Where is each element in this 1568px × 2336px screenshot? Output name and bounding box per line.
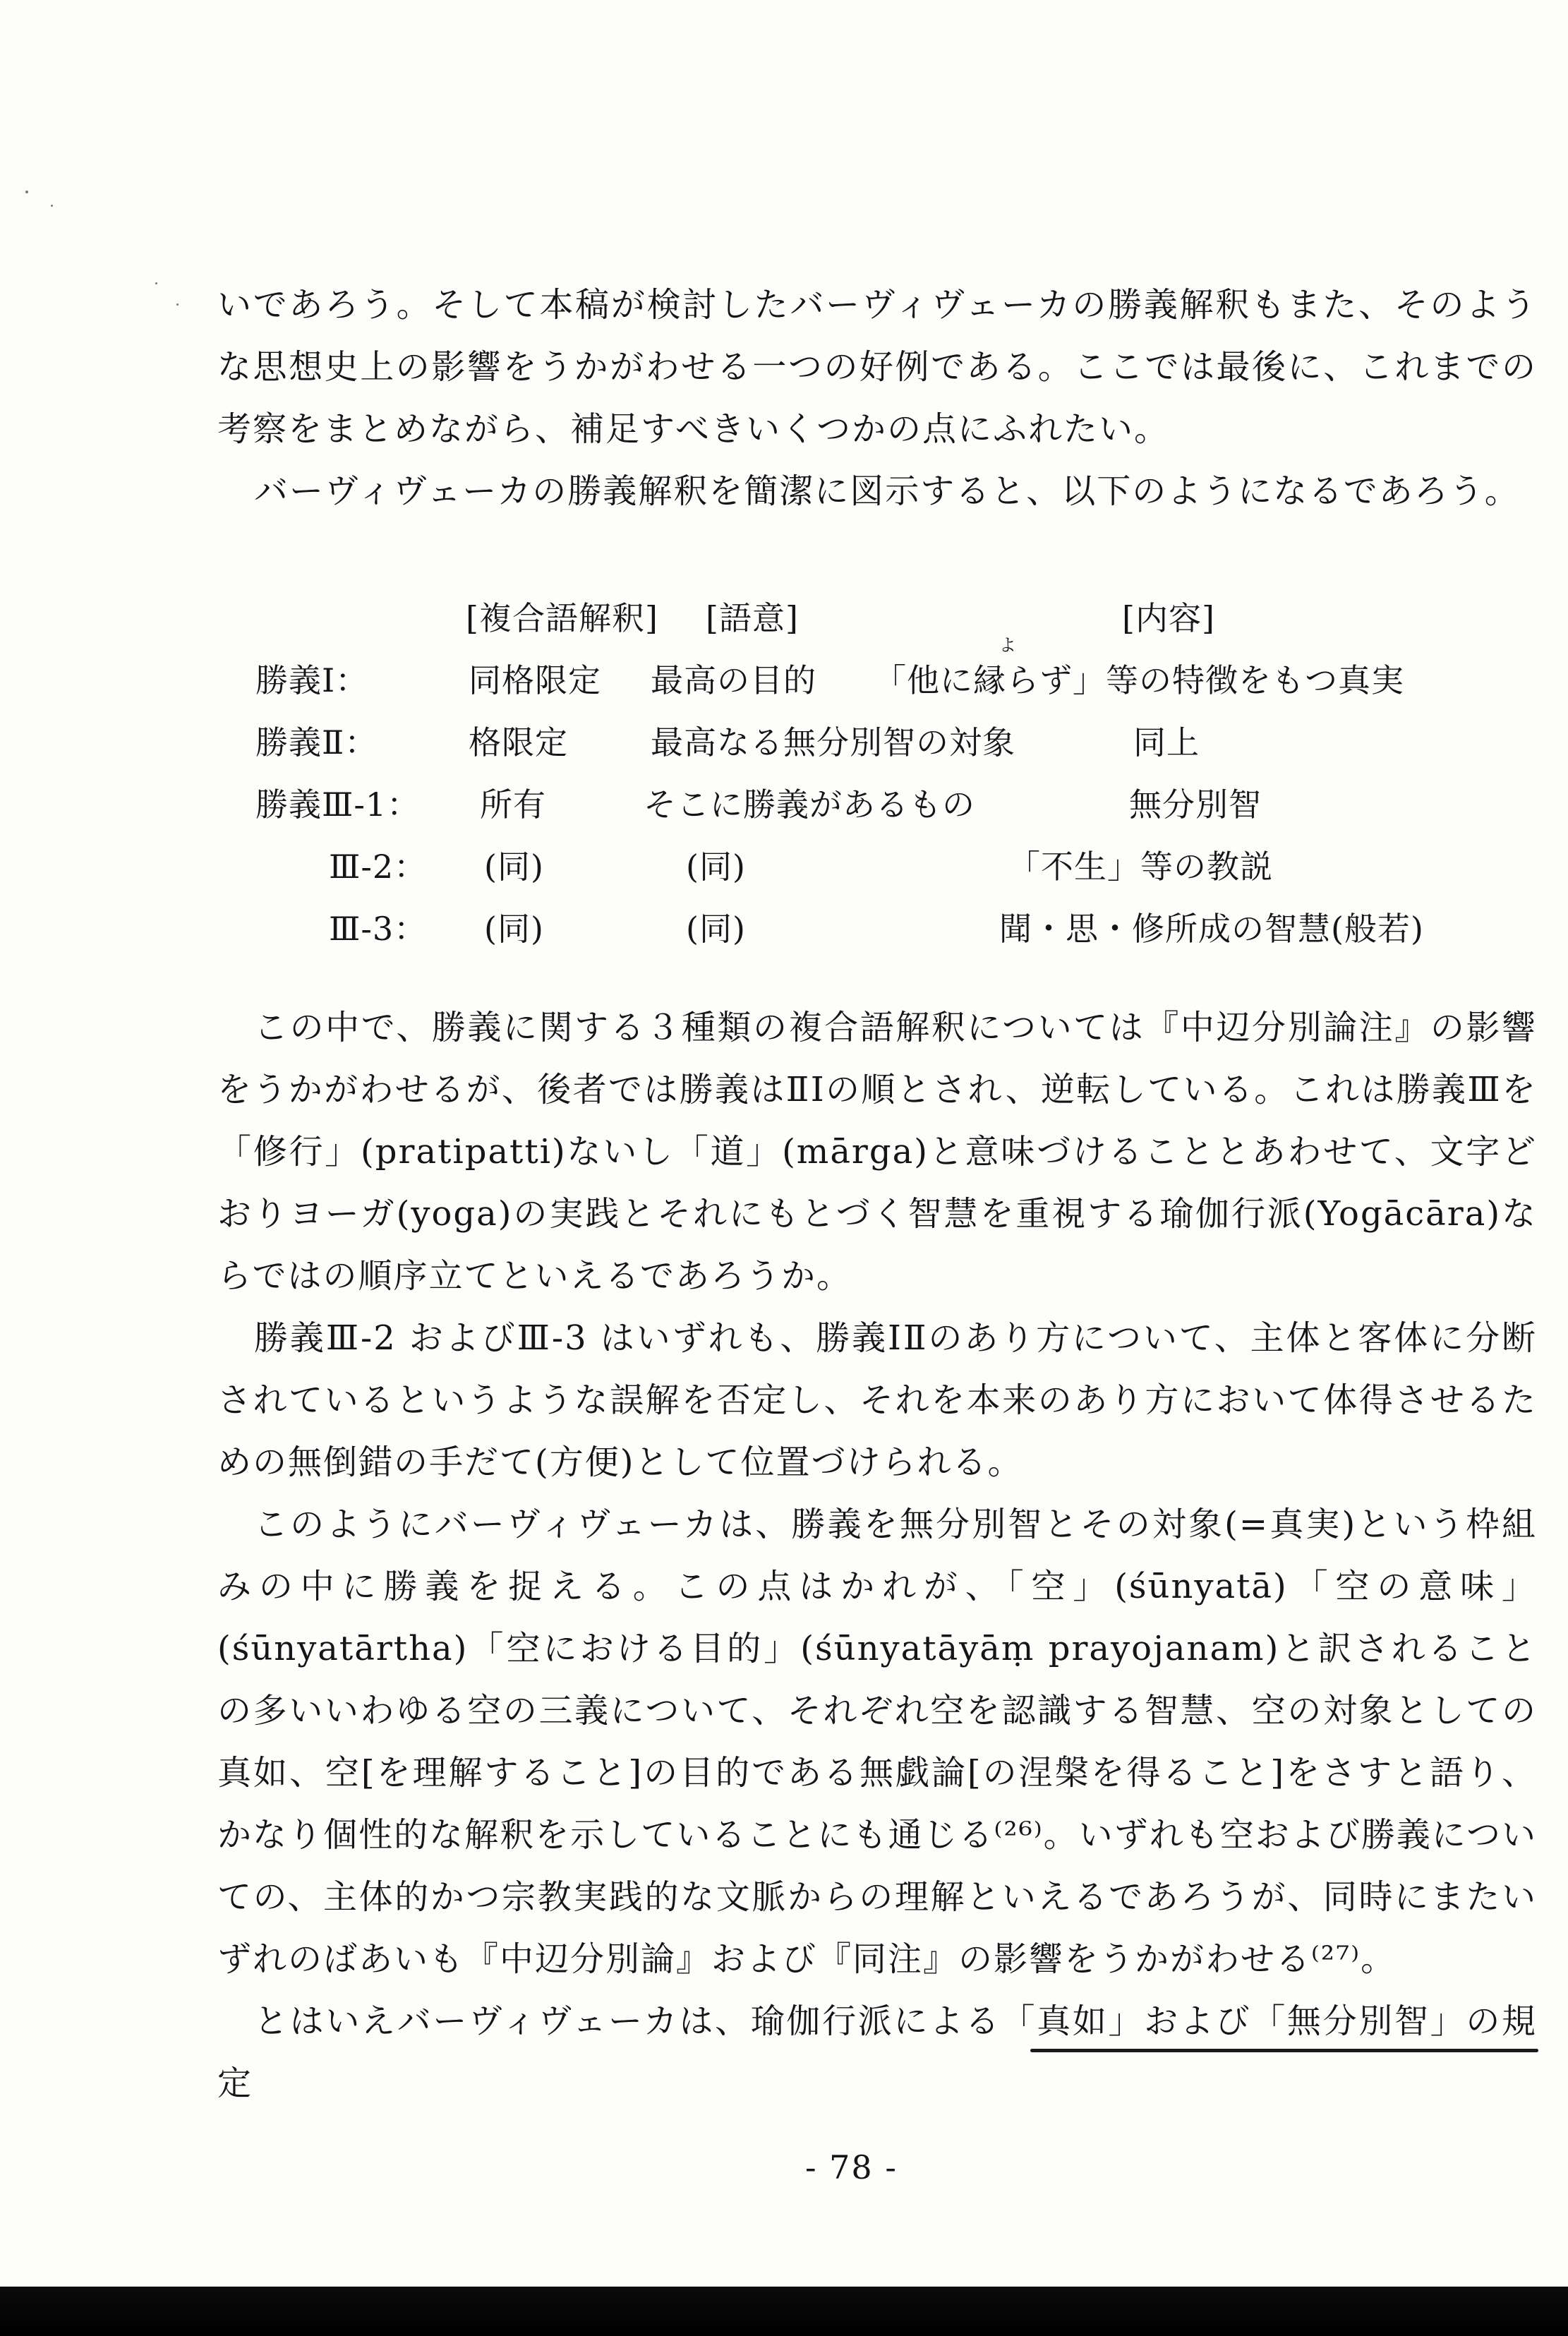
row-label: Ⅲ-2： (329, 848, 428, 886)
row-label: 勝義Ⅱ： (255, 723, 378, 761)
row-meaning: (同) (686, 910, 746, 948)
paragraph-final: とはいえバーヴィヴェーカは、瑜伽行派による「真如」および「無分別智」の規定 (217, 2001, 1537, 2103)
paragraph-upaya: 勝義Ⅲ-2 およびⅢ-3 はいずれも、勝義ⅠⅡのあり方について、主体と客体に分断されているというような誤解を否定し、それを本来のあり方において体得させるための無倒錯の手だて(方便)として位置づけられる。 (217, 1318, 1537, 1482)
row-label: Ⅲ-3： (329, 910, 428, 948)
paragraph-diagram-intro: バーヴィヴェーカの勝義解釈を簡潔に図示すると、以下のようになるであろう。 (254, 471, 1520, 511)
paragraph-compound-order: この中で、勝義に関する３種類の複合語解釈については『中辺分別論注』の影響をうかがわせるが、後者では勝義はⅡⅠの順とされ、逆転している。これは勝義Ⅲを「修行」(pratipatti)ないし「道」(mārga)と意味づけることとあわせて、文字どおりヨーガ(yoga)の実践とそれにもとづく智慧を重視する瑜伽行派(Yogācāra)ならではの順序立てといえるであろうか。 (217, 1008, 1537, 1296)
row-compound: 所有 (480, 785, 546, 824)
header-meaning: [語意] (706, 599, 799, 637)
ruby-annotation: よ (999, 635, 1017, 655)
header-content: [内容] (1122, 599, 1215, 637)
row-compound: 同格限定 (469, 661, 601, 699)
handwritten-underline (1030, 2049, 1538, 2052)
row-content: 無分別智 (1129, 785, 1262, 824)
scan-speck (155, 282, 157, 284)
scan-speck (176, 303, 179, 306)
page-number: - 78 - (805, 2148, 898, 2186)
header-compound: [複合語解釈] (466, 599, 658, 637)
row-label: 勝義Ⅲ-1： (255, 785, 421, 824)
row-meaning: 最高なる無分別智の対象 (651, 723, 1015, 761)
paragraph-continued: いであろう。そして本稿が検討したバーヴィヴェーカの勝義解釈もまた、そのような思想史上の影響をうかがわせる一つの好例である。ここでは最後に、これまでの考察をまとめながら、補足すべきいくつかの点にふれたい。 (217, 285, 1537, 449)
row-compound: (同) (484, 910, 544, 948)
scan-speck (25, 191, 28, 193)
scan-speck (51, 205, 53, 207)
row-compound: 格限定 (469, 723, 568, 761)
intro-text-block (217, 274, 1537, 522)
row-content: 聞・思・修所成の智慧(般若) (999, 910, 1424, 948)
row-content: 「不生」等の教説 (1008, 848, 1273, 886)
discussion-text-block (217, 997, 1537, 2114)
paragraph-emptiness: このようにバーヴィヴェーカは、勝義を無分別智とその対象(=真実)という枠組みの中に勝義を捉える。この点はかれが、「空」(śūnyatā)「空の意味」(śūnyatārtha)「空における目的」(śūnyatāyāṃ prayojanam)と訳されることの多いいわゆる空の三義について、それぞれ空を認識する智慧、空の対象としての真如、空[を理解すること]の目的である無戯論[の涅槃を得ること]をさすと語り、かなり個性的な解釈を示していることにも通じる⁽²⁶⁾。いずれも空および勝義についての、主体的かつ宗教実践的な文脈からの理解といえるであろうが、同時にまたいずれのばあいも『中辺分別論』および『同注』の影響をうかがわせる⁽²⁷⁾。 (217, 1505, 1537, 1979)
row-meaning: (同) (686, 848, 746, 886)
row-meaning: そこに勝義があるもの (644, 785, 975, 824)
row-content: 同上 (1133, 723, 1200, 761)
row-compound: (同) (484, 848, 544, 886)
row-content: 「他に縁らず」等の特徴をもつ真実 (874, 661, 1404, 699)
row-meaning: 最高の目的 (651, 661, 816, 699)
scan-edge-band (0, 2287, 1568, 2336)
row-label: 勝義Ⅰ： (255, 661, 369, 699)
